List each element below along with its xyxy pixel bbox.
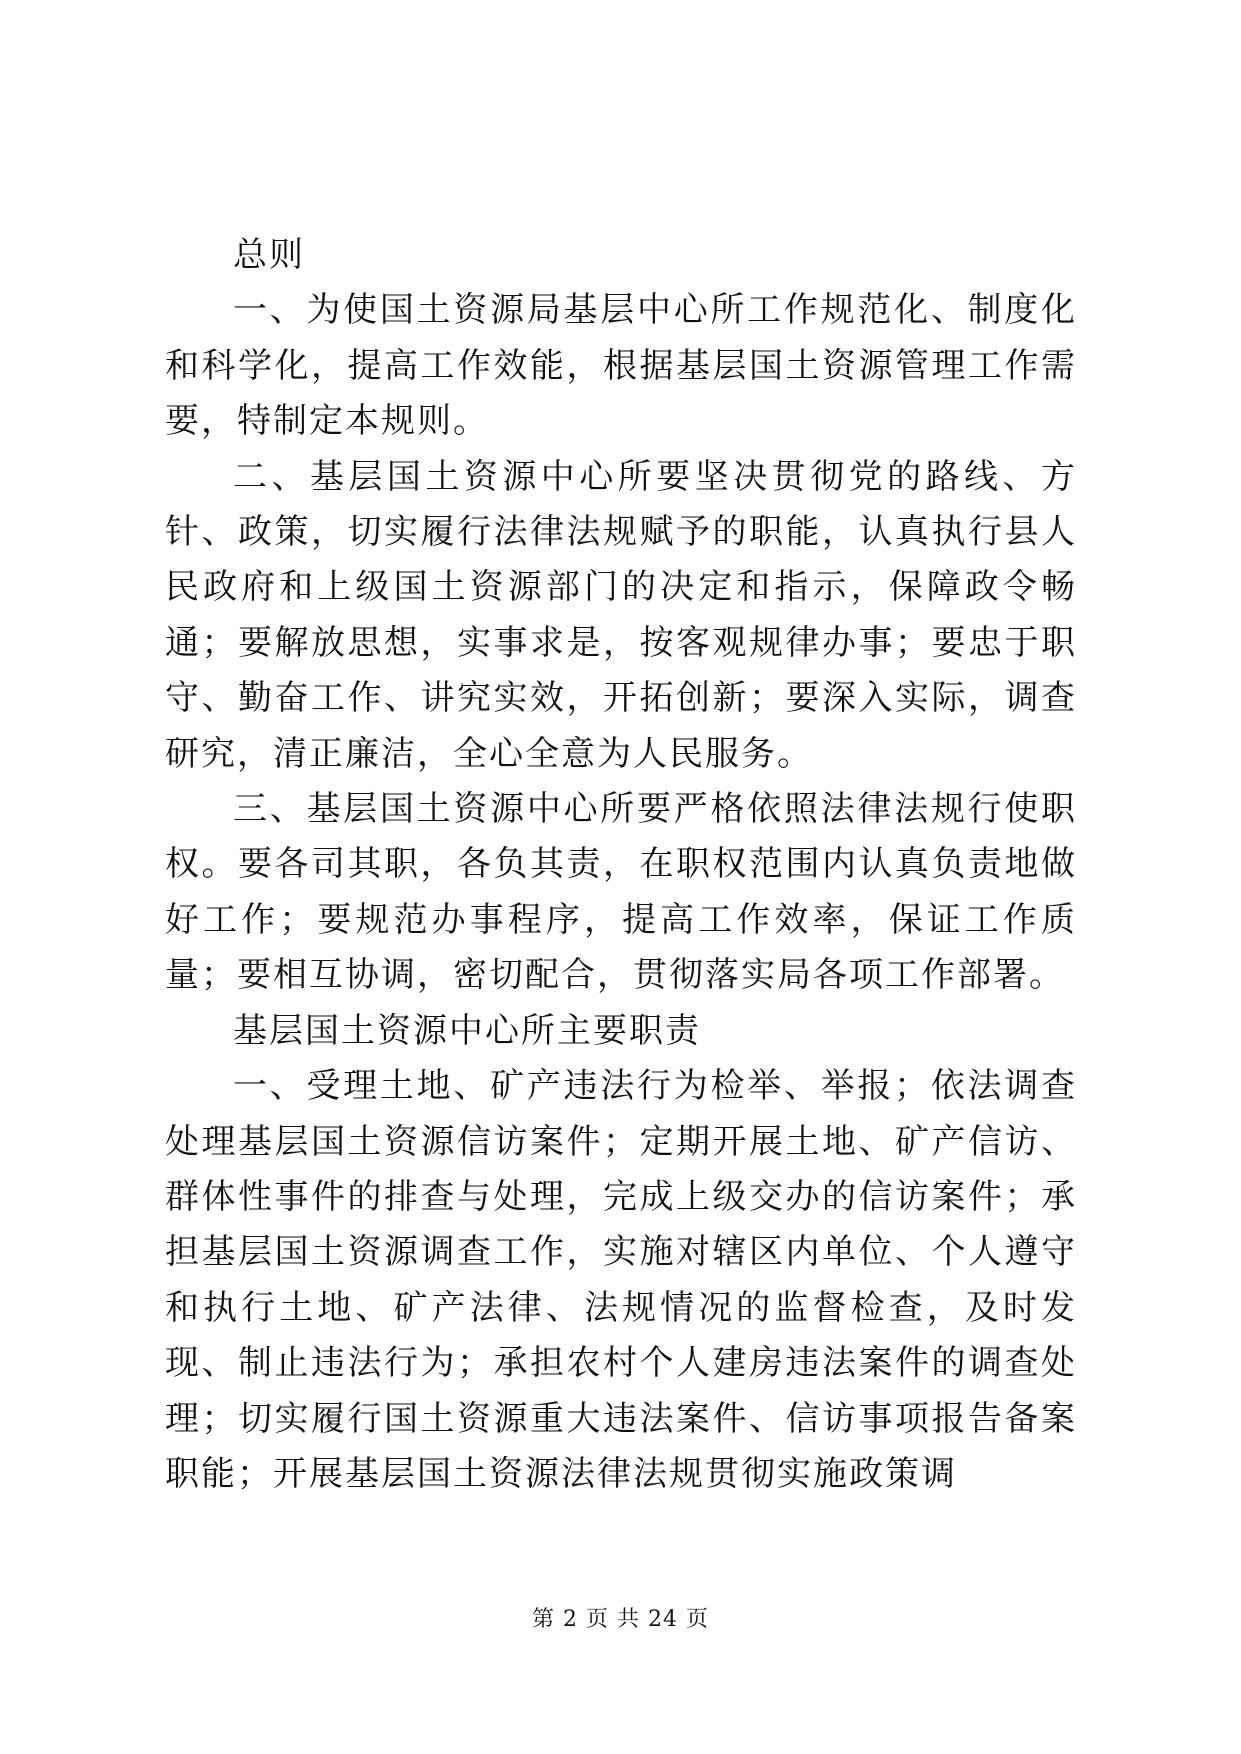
paragraph-general-1: 一、为使国土资源局基层中心所工作规范化、制度化和科学化，提高工作效能，根据基层国土资源管理工作需要，特制定本规则。 — [165, 290, 1077, 442]
section-heading-general: 总则 — [233, 235, 305, 275]
paragraph-general-3: 三、基层国土资源中心所要严格依照法律法规行使职权。要各司其职，各负其责，在职权范围内认真负责地做好工作；要规范办事程序，提高工作效率，保证工作质量；要相互协调，密切配合，贯彻落实局各项工作部署。 — [165, 789, 1077, 996]
paragraph-duties-1: 一、受理土地、矿产违法行为检举、举报；依法调查处理基层国土资源信访案件；定期开展土地、矿产信访、群体性事件的排查与处理，完成上级交办的信访案件；承担基层国土资源调查工作，实施对辖区内单位、个人遵守和执行土地、矿产法律、法规情况的监督检查，及时发现、制止违法行为；承担农村个人建房违法案件的调查处理；切实履行国土资源重大违法案件、信访事项报告备案职能；开展基层国土资源法律法规贯彻实施政策调 — [165, 1066, 1077, 1494]
section-heading-duties: 基层国土资源中心所主要职责 — [233, 1010, 701, 1051]
page-number-footer: 第 2 页 共 24 页 — [532, 1607, 709, 1632]
paragraph-general-2: 二、基层国土资源中心所要坚决贯彻党的路线、方针、政策，切实履行法律法规赋予的职能，认真执行县人民政府和上级国土资源部门的决定和指示，保障政令畅通；要解放思想，实事求是，按客观规律办事；要忠于职守、勤奋工作、讲究实效，开拓创新；要深入实际，调查研究，清正廉洁，全心全意为人民服务。 — [165, 456, 1077, 774]
document-body — [165, 228, 1077, 1502]
